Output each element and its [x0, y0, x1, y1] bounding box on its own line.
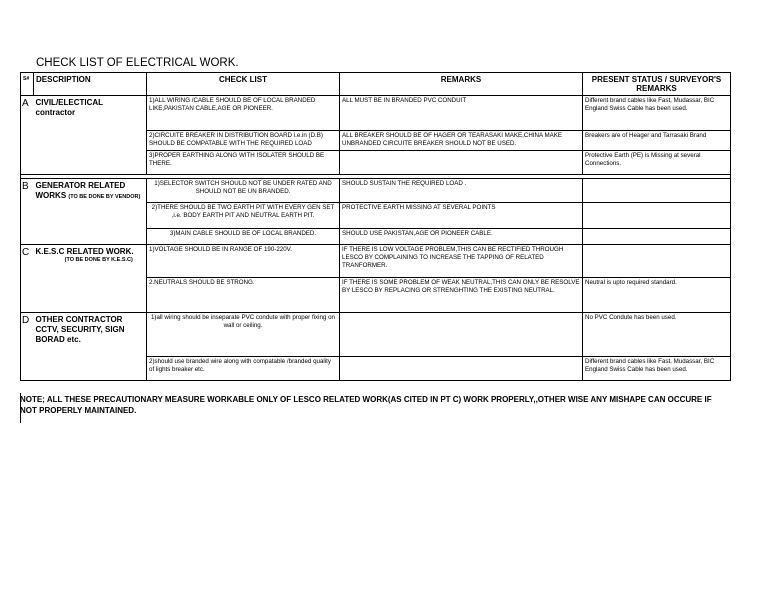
remark-cell: IF THERE IS SOME PROBLEM OF WEAK NEUTRAL,THIS CAN ONLY BE RESOLVE BY LESCO BY REPLACING OR STRENGHTING THE EXISTING NEUTRAL. [340, 278, 583, 313]
checklist-cell: 3)MAIN CABLE SHOULD BE OF LOCAL BRANDED. [147, 229, 340, 245]
checklist-cell: 2)THERE SHOULD BE TWO EARTH PIT WITH EVERY GEN SET ,i.e. BODY EARTH PIT AND NEUTRAL EARTH PIT. [147, 203, 340, 229]
section-note: (TO BE DONE BY K.E.S.C) [64, 257, 133, 263]
section-title-cell [34, 179, 147, 245]
header-checklist: CHECK LIST [147, 73, 340, 96]
section-code: D [21, 313, 34, 381]
table-row [21, 245, 731, 278]
status-cell [583, 229, 731, 245]
status-cell: Neutral is upto required standard. [583, 278, 731, 313]
table-row [21, 179, 731, 203]
status-cell: Breakers are of Heager and Tarrasaki Brand [583, 131, 731, 151]
section-title-cell [34, 245, 147, 313]
checklist-cell: 2.NEUTRALS SHOULD BE STRONG. [147, 278, 340, 313]
table-row [21, 96, 731, 131]
checklist-cell: 2)CIRCUITE BREAKER IN DISTRIBUTION BOARD i.e.in (D.B) SHOULD BE COMPATABLE WITH THE REQUIRED LOAD [147, 131, 340, 151]
status-cell [583, 179, 731, 203]
section-title: OTHER CONTRACTOR CCTV, SECURITY, SIGN BORAD etc. [34, 313, 147, 381]
section-code: C [21, 245, 34, 313]
status-cell [583, 203, 731, 229]
remark-cell: SHOULD SUSTAIN THE REQUIRED LOAD . [340, 179, 583, 203]
header-remarks: REMARKS [340, 73, 583, 96]
header-description: DESCRIPTION [34, 73, 147, 96]
header-status: PRESENT STATUS / SURVEYOR'S REMARKS [583, 73, 731, 96]
section-note: (TO BE DONE BY VENDOR) [68, 194, 141, 200]
remark-cell: PROTECTIVE EARTH MISSING AT SEVERAL POINTS [340, 203, 583, 229]
header-sno: S# [21, 73, 34, 96]
status-cell [583, 245, 731, 278]
header-row [21, 73, 731, 96]
section-code: A [21, 96, 34, 175]
remark-cell: IF THERE IS LOW VOLTAGE PROBLEM,THIS CAN BE RECTIFIED THROUGH LESCO BY COMPLAINING TO INCREASE THE TAPPING OF RELATED TRANFORMER. [340, 245, 583, 278]
status-cell: No PVC Condute has been used. [583, 313, 731, 357]
checklist-cell: 3)PROPER EARTHING ALONG WITH ISOLATER SHOULD BE THERE. [147, 151, 340, 175]
checklist-cell: 2)should use branded wire along with compatable /branded quality of lights breaker etc. [147, 357, 340, 381]
table-row [21, 313, 731, 357]
remark-cell: SHOULD USE PAKISTAN,AGE OR PIONEER CABLE. [340, 229, 583, 245]
section-title: GENERATOR RELATED WORKS [35, 181, 126, 200]
checklist-cell: 1)SELECTOR SWITCH SHOULD NOT BE UNDER RATED AND SHOULD NOT BE UN BRANDED. [147, 179, 340, 203]
status-cell: Protective Earth (PE) is Missing at several Connections. [583, 151, 731, 175]
remark-cell [340, 313, 583, 357]
checklist-table [20, 72, 731, 381]
document-title: CHECK LIST OF ELECTRICAL WORK. [36, 57, 239, 69]
checklist-cell: 1)all wiring should be inseparate PVC condute with proper fixing on wall or ceiling. [147, 313, 340, 357]
section-code: B [21, 179, 34, 245]
remark-cell: ALL MUST BE IN BRANDED PVC CONDUIT [340, 96, 583, 131]
remark-cell: ALL BREAKER SHOULD BE OF HAGER OR TEARASAKI MAKE,CHINA MAKE UNBRANDED CIRCUITE BREAKER SHOULD NOT BE USED. [340, 131, 583, 151]
remark-cell [340, 357, 583, 381]
footer-note: NOTE; ALL THESE PRECAUTIONARY MEASURE WORKABLE ONLY OF LESCO RELATED WORK(AS CITED IN PT C) WORK PROPERLY,,OTHER WISE ANY MISHAPE CAN OCCURE IF NOT PROPERLY MAINTAINED. [20, 395, 712, 415]
checklist-cell: 1)ALL WIRING /CABLE SHOULD BE OF LOCAL BRANDED LIKE,PAKISTAN CABLE,AGE OR PIONEER. [147, 96, 340, 131]
remark-cell [340, 151, 583, 175]
checklist-cell: 1)VOLTAGE SHOULD BE IN RANGE OF 190-220V. [147, 245, 340, 278]
section-title: K.E.S.C RELATED WORK. [35, 247, 134, 256]
status-cell: Different brand cables like Fast, Mudassar, BIC England Swiss Cable has been used. [583, 96, 731, 131]
status-cell: Different brand cables like Fast, Mudassar, BIC England Swiss Cable has been used. [583, 357, 731, 381]
section-title: CIVIL/ELECTICAL contractor [34, 96, 147, 175]
